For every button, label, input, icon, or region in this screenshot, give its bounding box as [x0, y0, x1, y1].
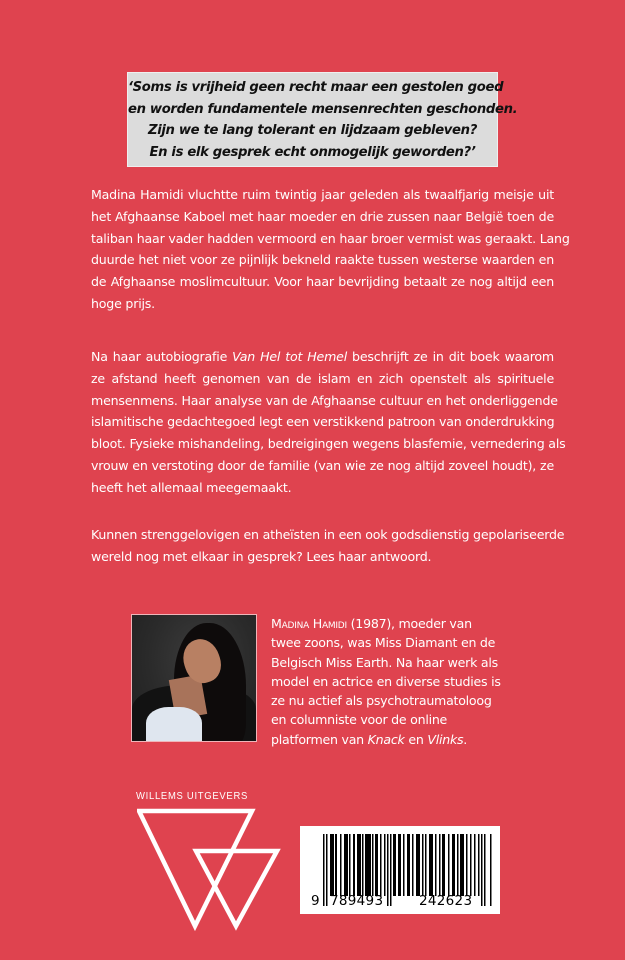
author-name: Madina Hamidi [271, 616, 347, 631]
photo-top [146, 707, 202, 742]
text-line: Belgisch Miss Earth. Na haar werk als [271, 654, 498, 670]
author-photo [131, 614, 257, 742]
barcode-first-digit: 9 [311, 893, 320, 909]
text-line: taliban haar vader hadden vermoord en haar broer vermist was geraakt. Lang [91, 230, 570, 246]
barcode-group-2: 242623 [419, 893, 473, 909]
text-line: hoge prijs. [91, 295, 155, 311]
platform-name: Knack [367, 731, 405, 747]
book-title-reference: Van Hel tot Hemel [232, 349, 348, 364]
text-line: duurde het niet voor ze pijnlijk bekneld raakte tussen westerse waarden en [91, 252, 554, 268]
blurb-paragraph-3 [91, 524, 565, 568]
text-fragment: en [404, 731, 428, 747]
text-line [271, 614, 541, 633]
text-line: het Afghaanse Kaboel met haar moeder en drie zussen naar België toen de [91, 208, 554, 224]
text-line: model en actrice en diverse studies is [271, 673, 501, 689]
quote-line: Zijn we te lang tolerant en lijdzaam gebleven? [148, 123, 477, 138]
text-fragment: . [463, 731, 468, 747]
quote-line: En is elk gesprek echt onmogelijk geworden?’ [149, 144, 476, 160]
text-fragment: (1987), moeder van [346, 616, 472, 631]
text-line [91, 346, 554, 368]
text-line: Kunnen strenggelovigen en atheïsten in een ook godsdienstig gepolariseerde [91, 527, 565, 542]
text-fragment: beschrijft ze in dit boek waarom [347, 349, 554, 364]
author-bio [271, 614, 541, 749]
text-line: bloot. Fysieke mishandeling, bedreigingen wegens blasfemie, vernedering als [91, 436, 566, 452]
text-fragment: Na haar autobiografie [91, 349, 233, 364]
text-line: mensenmens. Haar analyse van de Afghaanse cultuur en het onderliggende [91, 392, 558, 408]
text-line: ze afstand heeft genomen van de islam en zich openstelt als spirituele [91, 370, 554, 386]
quote-box [127, 72, 518, 167]
text-line: twee zoons, was Miss Diamant en de [271, 635, 496, 651]
quote-line: en worden fundamentele mensenrechten geschonden. [128, 101, 518, 117]
publisher-name: WILLEMS UITGEVERS [136, 790, 249, 802]
blurb-paragraph-2 [91, 346, 566, 499]
quote-line: ‘Soms is vrijheid geen recht maar een gestolen goed [128, 80, 504, 95]
text-line: wereld nog met elkaar in gesprek? Lees haar antwoord. [91, 548, 432, 564]
text-line: Madina Hamidi vluchtte ruim twintig jaar geleden als twaalfjarig meisje uit [91, 187, 554, 202]
platform-name: Vlinks [427, 731, 464, 747]
text-fragment: platformen van [271, 731, 368, 747]
text-line: islamitische gedachtegoed legt een verstikkend patroon van onderdrukking [91, 414, 555, 430]
text-line: en columniste voor de online [271, 712, 448, 728]
text-line: de Afghaanse moslimcultuur. Voor haar bevrijding betaalt ze nog altijd een [91, 274, 554, 290]
text-line: vrouw en verstoting door de familie (van wie ze nog altijd zoveel houdt), ze [91, 457, 554, 473]
text-line: ze nu actief als psychotraumatoloog [271, 693, 492, 709]
text-line: heeft het allemaal meegemaakt. [91, 479, 292, 495]
text-line [271, 730, 541, 749]
barcode-group-1: 789493 [330, 893, 384, 909]
willems-triangles-logo-icon [137, 808, 287, 933]
blurb-paragraph-1 [91, 184, 570, 315]
